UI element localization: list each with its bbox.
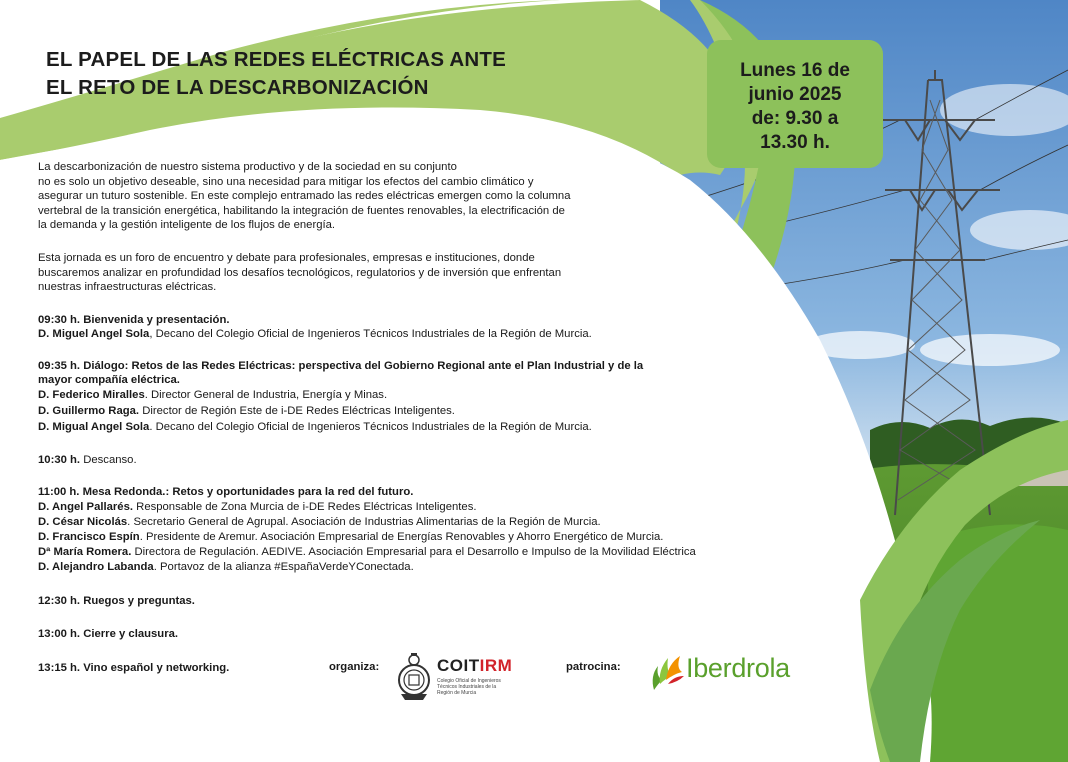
speaker-name: D. Federico Miralles: [38, 389, 145, 401]
session-welcome-heading: 09:30 h. Bienvenida y presentación.: [38, 314, 230, 326]
session-questions: 12:30 h. Ruegos y preguntas.: [38, 595, 195, 607]
session-roundtable-heading: 11:00 h. Mesa Redonda.: Retos y oportunidades para la red del futuro.: [38, 486, 414, 498]
speaker-name: D. Miguel Angel Sola: [38, 328, 150, 340]
title-line-1: EL PAPEL DE LAS REDES ELÉCTRICAS ANTE: [46, 48, 506, 71]
date-line-2: junio 2025: [748, 84, 842, 105]
page-title: [46, 46, 506, 102]
speaker-role: . Portavoz de la alianza #EspañaVerdeYConectada.: [153, 561, 414, 573]
date-line-3: de: 9.30 a: [751, 108, 839, 129]
iberdrola-logo: [648, 650, 823, 694]
speaker-line: [38, 515, 601, 530]
speaker-line: [38, 327, 592, 342]
intro-line: no es solo un objetivo deseable, sino una necesidad para mitigar los efectos del cambio climático y: [38, 175, 534, 188]
coitirm-crest-icon: [395, 650, 433, 702]
organiza-label: organiza:: [329, 661, 380, 673]
speaker-line: [38, 545, 696, 560]
patrocina-label: patrocina:: [566, 661, 621, 673]
date-line-1: Lunes 16 de: [740, 60, 850, 81]
session-networking: 13:15 h. Vino español y networking.: [38, 662, 230, 674]
intro-line: La descarbonización de nuestro sistema productivo y de la sociedad en su conjunto: [38, 161, 457, 173]
speaker-line: [38, 388, 387, 403]
coitirm-subtitle: [437, 678, 527, 696]
speaker-role: . Presidente de Aremur. Asociación Empresarial de Energías Renovables y Ahorro Energético de Murcia.: [139, 531, 664, 543]
speaker-role: Responsable de Zona Murcia de i-DE Redes Eléctricas Inteligentes.: [133, 501, 477, 513]
speaker-role: . Decano del Colegio Oficial de Ingenieros Técnicos Industriales de la Región de Murcia.: [149, 421, 592, 433]
title-line-2: EL RETO DE LA DESCARBONIZACIÓN: [46, 76, 429, 99]
break-time: 10:30 h.: [38, 454, 81, 466]
speaker-name: D. Migual Angel Sola: [38, 421, 150, 433]
break-text: Descanso.: [80, 454, 137, 466]
speaker-name: Dª María Romera.: [38, 546, 132, 558]
coitirm-name-b: IRM: [479, 656, 513, 675]
speaker-role: , Decano del Colegio Oficial de Ingenieros Técnicos Industriales de la Región de Murcia.: [149, 328, 592, 340]
session-dialogue-heading: 09:35 h. Diálogo: Retos de las Redes Eléctricas: perspectiva del Gobierno Regional ante el Plan Industrial y de la: [38, 360, 644, 372]
speaker-name: D. Angel Pallarés.: [38, 501, 134, 513]
intro-paragraph-2: [38, 251, 561, 295]
coitirm-name-a: COIT: [437, 656, 480, 675]
speaker-name: D. Guillermo Raga.: [38, 405, 140, 417]
coitirm-sub-line: Técnicos Industriales de la: [437, 684, 497, 690]
speaker-line: [38, 530, 663, 545]
coitirm-name: [437, 656, 512, 676]
speaker-role: Directora de Regulación. AEDIVE. Asociación Empresarial para el Desarrollo e Impulso de la Movilidad Eléctrica: [131, 546, 696, 558]
intro-line: buscaremos analizar en profundidad los desafíos tecnológicos, regulatorios y de inversión que enfrentan: [38, 266, 562, 279]
date-box: [707, 40, 883, 168]
speaker-line: [38, 560, 414, 575]
speaker-name: D. Francisco Espín: [38, 531, 140, 543]
session-break: [38, 453, 137, 468]
intro-line: vertebral de la transición energética, habilitando la integración de fuentes renovables, la electrificación de: [38, 204, 565, 217]
intro-line: la demanda y la gestión inteligente de los flujos de energía.: [38, 219, 336, 232]
iberdrola-flame-icon: [648, 650, 686, 694]
speaker-role: . Secretario General de Agrupal. Asociación de Industrias Alimentarias de la Región de Murcia.: [127, 516, 601, 528]
iberdrola-name: Iberdrola: [686, 653, 790, 683]
intro-paragraph-1: [38, 160, 571, 233]
speaker-line: [38, 500, 477, 515]
speaker-name: D. César Nicolás: [38, 516, 128, 528]
speaker-line: [38, 420, 592, 435]
speaker-line: [38, 404, 455, 419]
coitirm-sub-line: Región de Murcia: [437, 690, 477, 696]
session-closing: 13:00 h. Cierre y clausura.: [38, 628, 179, 640]
intro-line: asegurar un tuturo sostenible. En este complejo entramado las redes eléctricas emergen como la columna: [38, 190, 571, 203]
intro-line: Esta jornada es un foro de encuentro y debate para profesionales, empresas e instituciones, donde: [38, 252, 535, 264]
speaker-role: Director de Región Este de i-DE Redes Eléctricas Inteligentes.: [139, 405, 455, 417]
coitirm-logo: [395, 650, 525, 702]
speaker-name: D. Alejandro Labanda: [38, 561, 154, 573]
date-line-4: 13.30 h.: [760, 132, 830, 153]
session-dialogue-heading-cont: mayor compañía eléctrica.: [38, 374, 180, 386]
coitirm-sub-line: Colegio Oficial de Ingenieros: [437, 678, 501, 684]
intro-line: nuestras infraestructuras eléctricas.: [38, 281, 217, 294]
speaker-role: . Director General de Industria, Energía y Minas.: [144, 389, 388, 401]
